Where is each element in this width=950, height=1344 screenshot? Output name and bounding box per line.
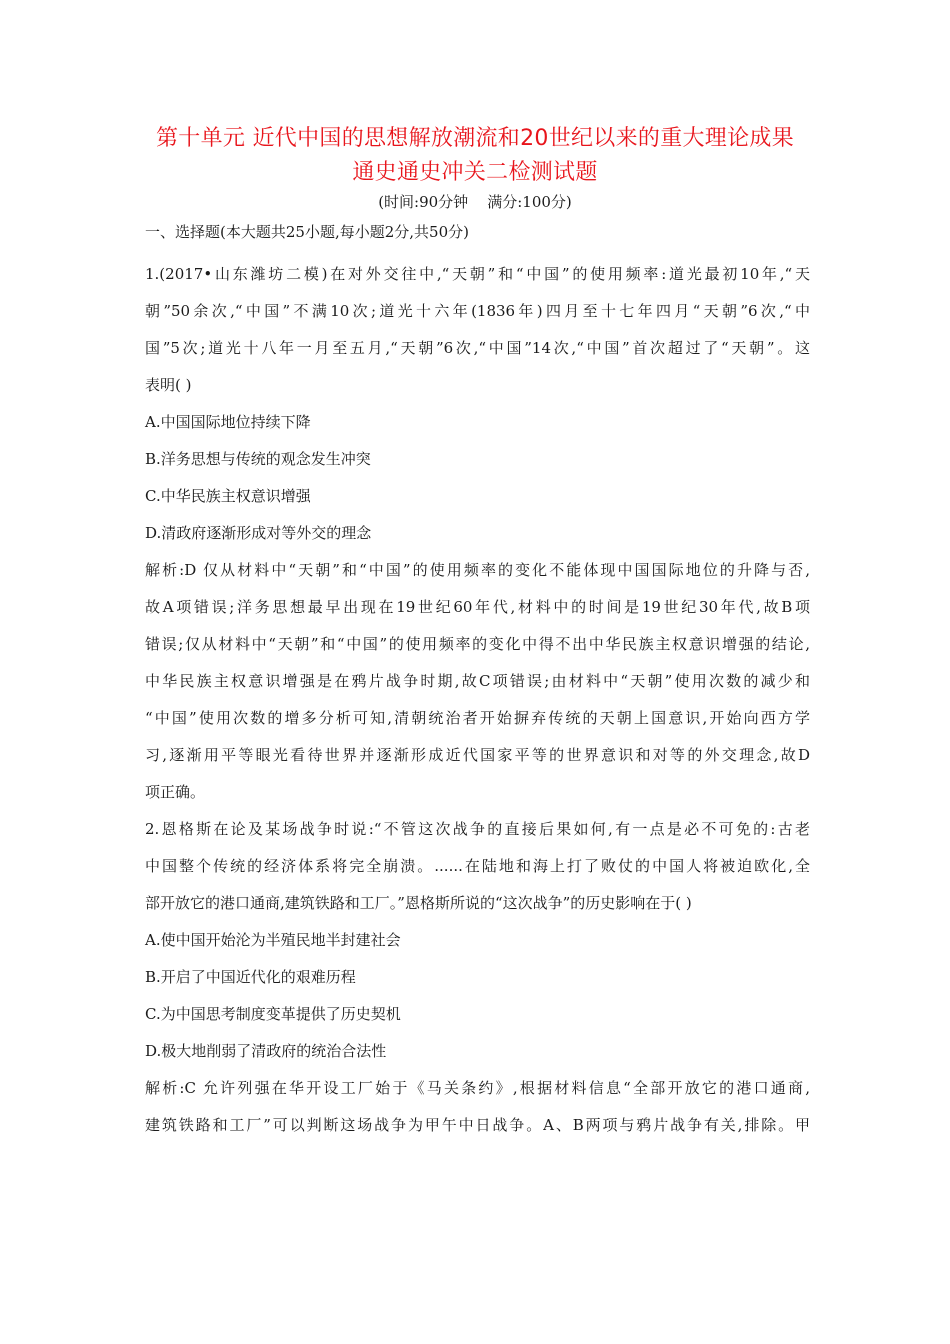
question-1-analysis-line: “中国”使用次数的增多分析可知,清朝统治者开始摒弃传统的天朝上国意识,开始向西方学	[145, 709, 810, 727]
question-2-option-d: D.极大地削弱了清政府的统治合法性	[145, 1042, 387, 1060]
question-1-stem-line: 朝”50余次,“中国”不满10次;道光十六年(1836年)四月至十七年四月“天朝”6次,“中	[145, 302, 810, 320]
question-1-option-d: D.清政府逐渐形成对等外交的理念	[145, 524, 372, 542]
question-1-analysis-line: 故A项错误;洋务思想最早出现在19世纪60年代,材料中的时间是19世纪30年代,故B项	[145, 598, 810, 616]
question-1-stem-line: 表明( )	[145, 376, 192, 394]
question-2-option-c: C.为中国思考制度变革提供了历史契机	[145, 1005, 401, 1023]
exam-time-and-score: (时间:90分钟 满分:100分)	[378, 193, 572, 211]
question-1-stem-line: 国”5次;道光十八年一月至五月,“天朝”6次,“中国”14次,“中国”首次超过了“天朝”。这	[145, 339, 810, 357]
question-2-analysis-line: 解析:C 允许列强在华开设工厂始于《马关条约》,根据材料信息“全部开放它的港口通商,	[145, 1079, 810, 1097]
question-2	[145, 811, 810, 1144]
question-1-analysis-line: 错误;仅从材料中“天朝”和“中国”的使用频率的变化中得不出中华民族主权意识增强的结论,	[145, 635, 810, 653]
question-2-stem-line: 部开放它的港口通商,建筑铁路和工厂。”恩格斯所说的“这次战争”的历史影响在于( )	[145, 894, 692, 912]
question-2-analysis-line: 建筑铁路和工厂”可以判断这场战争为甲午中日战争。A、B两项与鸦片战争有关,排除。甲	[145, 1116, 810, 1134]
question-1-option-b: B.洋务思想与传统的观念发生冲突	[145, 450, 371, 468]
section-heading: 一、选择题(本大题共25小题,每小题2分,共50分)	[145, 223, 469, 241]
question-2-stem-line: 中国整个传统的经济体系将完全崩溃。......在陆地和海上打了败仗的中国人将被迫欧化,全	[145, 857, 810, 875]
document-body	[145, 220, 810, 1144]
question-1-option-c: C.中华民族主权意识增强	[145, 487, 311, 505]
question-1-analysis-line: 习,逐渐用平等眼光看待世界并逐渐形成近代国家平等的世界意识和对等的外交理念,故D	[145, 746, 810, 764]
question-1-analysis-line: 解析:D 仅从材料中“天朝”和“中国”的使用频率的变化不能体现中国国际地位的升降与否,	[145, 561, 810, 579]
question-1-stem-line: 1.(2017•山东潍坊二模)在对外交往中,“天朝”和“中国”的使用频率:道光最初10年,“天	[145, 265, 810, 283]
question-1-analysis-line: 项正确。	[145, 783, 206, 801]
question-1-analysis-line: 中华民族主权意识增强是在鸦片战争时期,故C项错误;由材料中“天朝”使用次数的减少和	[145, 672, 810, 690]
question-2-option-a: A.使中国开始沦为半殖民地半封建社会	[145, 931, 401, 949]
question-2-stem-line: 2.恩格斯在论及某场战争时说:“不管这次战争的直接后果如何,有一点是必不可免的:古老	[145, 820, 810, 838]
document-title-line-1: 第十单元 近代中国的思想解放潮流和20世纪以来的重大理论成果	[156, 126, 794, 151]
document-title-line-2: 通史通史冲关二检测试题	[352, 160, 598, 185]
question-1-option-a: A.中国国际地位持续下降	[145, 413, 311, 431]
question-1	[145, 256, 810, 811]
question-2-option-b: B.开启了中国近代化的艰难历程	[145, 968, 356, 986]
